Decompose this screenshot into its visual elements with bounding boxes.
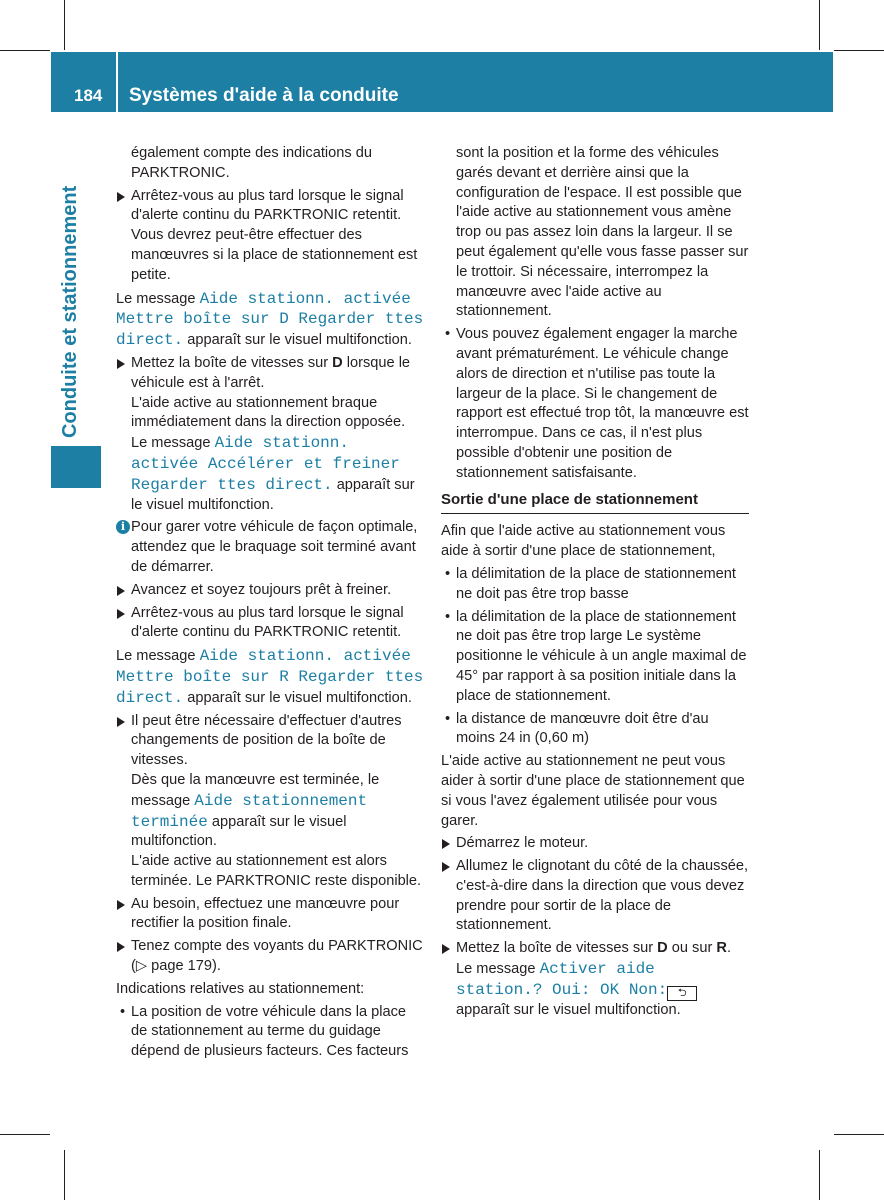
display-message: Aide stationn. activée Mettre boîte sur R Regarder ttes direct. (116, 647, 424, 707)
crop-mark (0, 1134, 50, 1135)
display-message: Aide stationn. activée Accélérer et freiner Regarder ttes direct. (131, 434, 400, 494)
crop-mark (64, 1150, 65, 1200)
step-text: Avancez et soyez toujours prêt à freiner. (131, 581, 392, 598)
bullet-item (441, 608, 749, 707)
display-message: Aide stationnement terminée (131, 791, 368, 831)
step-item (116, 187, 424, 286)
step-text: L'aide active au stationnement est alors terminée. Le PARKTRONIC reste disponible. (131, 853, 422, 889)
step-item (116, 937, 424, 977)
step-text: Mettez la boîte de vitesses sur D lorsque le véhicule est à l'arrêt. (131, 354, 411, 391)
step-item (116, 895, 424, 935)
bullet-text: la délimitation de la place de stationnement ne doit pas être trop large Le système positionne le véhicule à un angle maximal de 45° par rapport à sa position initiale dans la place de stationnement. (456, 608, 747, 704)
step-arrow-icon (117, 900, 125, 910)
bullet-dot: • (120, 1003, 126, 1020)
right-column (441, 144, 749, 1024)
step-text: Arrêtez-vous au plus tard lorsque le signal d'alerte continu du PARKTRONIC retentit. Vous devrez peut-être effectuer des manœuvres si la place de stationnement est petite. (131, 187, 418, 283)
crop-mark (834, 50, 884, 51)
step-arrow-icon (442, 862, 450, 872)
display-message: Activer aide station.? Oui: OK Non: (456, 960, 668, 999)
page-number: 184 (74, 86, 103, 105)
step-arrow-icon (117, 586, 125, 596)
paragraph: L'aide active au stationnement ne peut vous aider à sortir d'une place de stationnement que si vous l'avez également utilisée pour vous garer. (441, 753, 745, 829)
crop-mark (834, 1134, 884, 1135)
bullet-dot: • (445, 326, 451, 343)
info-icon: i (116, 520, 130, 534)
bullet-text: La position de votre véhicule dans la place de stationnement au terme du guidage dépend de plusieurs facteurs. Ces facteurs (131, 1003, 409, 1060)
message-paragraph: Le message Aide stationn. activée Mettre boîte sur D Regarder ttes direct. apparaît sur le visuel multifonction. (116, 289, 424, 350)
step-arrow-icon (117, 717, 125, 727)
crop-mark (0, 50, 50, 51)
step-item (116, 712, 424, 892)
step-text: Démarrez le moteur. (456, 835, 589, 852)
bullet-dot: • (445, 608, 451, 625)
step-item (116, 354, 424, 515)
crop-mark (64, 0, 65, 50)
message-paragraph: Le message Activer aide station.? Oui: OK Non: ⮌ apparaît sur le visuel multifonction. (456, 959, 749, 1021)
section-title: Sortie d'une place de stationnement (441, 490, 749, 515)
bullet-text: Vous pouvez également engager la marche avant prématurément. Le véhicule change alors de direction et n'utilise pas toute la largeur de la place. Si le changement de rapport est effectué trop tôt, la manœuvre est interrompue. Dans ce cas, il n'est plus possible d'obtenir une position de stationnement satisfaisante. (456, 326, 749, 481)
step-item (116, 581, 424, 601)
crop-mark (819, 1150, 820, 1200)
step-text: Il peut être nécessaire d'effectuer d'autres changements de position de la boîte de vitesses. (131, 712, 402, 769)
back-key-icon: ⮌ (667, 986, 697, 1001)
message-paragraph: Dès que la manœuvre est terminée, le message Aide stationnement terminée apparaît sur le visuel multifonction. (131, 771, 380, 850)
step-item (116, 604, 424, 644)
step-arrow-icon (117, 942, 125, 952)
step-arrow-icon (117, 359, 125, 369)
bullet-dot: • (445, 565, 451, 582)
side-tab-title: Conduite et stationnement (59, 185, 81, 438)
paragraph: également compte des indications du PARKTRONIC. (131, 145, 372, 181)
paragraph: sont la position et la forme des véhicules garés devant et derrière ainsi que la configuration de l'espace. Il est possible que l'aide active au stationnement vous amène trop ou pas assez loin dans la largeur. Il se peut également qu'elle vous fasse passer sur le trottoir. Si nécessaire, interrompez la manœuvre avec l'aide active au stationnement. (456, 145, 749, 320)
message-paragraph: Le message Aide stationn. activée Accélérer et freiner Regarder ttes direct. apparaît sur le visuel multifonction. (131, 434, 415, 513)
bullet-item (116, 1003, 424, 1062)
running-head: Systèmes d'aide à la conduite (129, 85, 399, 106)
bullet-item (441, 325, 749, 483)
bullet-item (441, 710, 749, 750)
step-arrow-icon (117, 192, 125, 202)
bullet-item (441, 565, 749, 605)
crop-mark (819, 0, 820, 50)
step-text: L'aide active au stationnement braque immédiatement dans la direction opposée. (131, 394, 406, 431)
info-note (116, 518, 424, 577)
bullet-text: la délimitation de la place de stationnement ne doit pas être trop basse (456, 565, 736, 602)
step-item (441, 857, 749, 936)
step-text: Arrêtez-vous au plus tard lorsque le signal d'alerte continu du PARKTRONIC retentit. (131, 604, 404, 641)
step-item (441, 939, 749, 1020)
paragraph: Afin que l'aide active au stationnement vous aide à sortir d'une place de stationnement, (441, 523, 726, 560)
step-arrow-icon (117, 609, 125, 619)
bullet-text: la distance de manœuvre doit être d'au moins 24 in (0,60 m) (456, 710, 709, 747)
message-paragraph: Le message Aide stationn. activée Mettre boîte sur R Regarder ttes direct. apparaît sur le visuel multifonction. (116, 647, 424, 707)
display-message: Aide stationn. activée Mettre boîte sur D Regarder ttes direct. (116, 289, 424, 350)
step-arrow-icon (442, 839, 450, 849)
info-text: Pour garer votre véhicule de façon optimale, attendez que le braquage soit terminé avant de démarrer. (131, 519, 418, 575)
left-column (116, 144, 424, 1065)
side-tab-block (51, 446, 101, 488)
paragraph: Indications relatives au stationnement: (116, 980, 365, 997)
step-arrow-icon (442, 944, 450, 954)
step-text: Mettez la boîte de vitesses sur D ou sur R. (456, 940, 731, 957)
bullet-dot: • (445, 710, 451, 727)
step-text: Tenez compte des voyants du PARKTRONIC (▷ page 179). (131, 938, 423, 975)
step-text: Allumez le clignotant du côté de la chaussée, c'est-à-dire dans la direction que vous devez prendre pour sortir de la place de stationnement. (456, 858, 749, 934)
step-text: Au besoin, effectuez une manœuvre pour rectifier la position finale. (131, 895, 400, 932)
step-item (441, 834, 749, 854)
